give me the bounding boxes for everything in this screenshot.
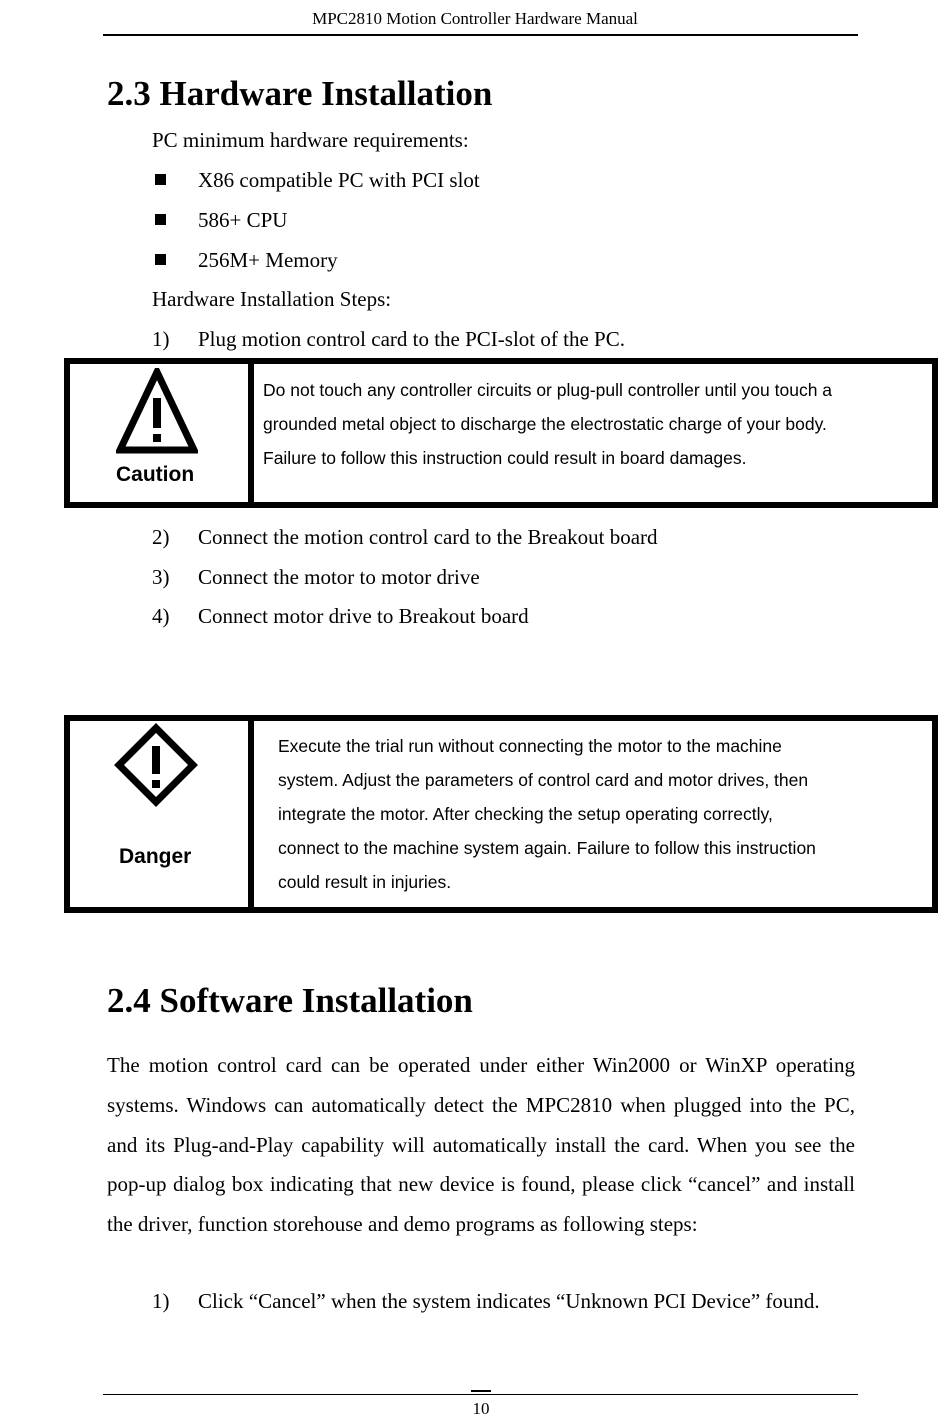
steps-intro: Hardware Installation Steps: <box>152 287 392 311</box>
caution-line: Failure to follow this instruction could result in board damages. <box>263 448 747 468</box>
danger-line: Execute the trial run without connecting the motor to the machine <box>278 736 782 756</box>
danger-line: could result in injuries. <box>278 872 452 892</box>
bullet-square-icon <box>155 254 166 265</box>
running-header: MPC2810 Motion Controller Hardware Manual <box>312 9 638 28</box>
section-heading-hardware: 2.3 Hardware Installation <box>107 74 493 113</box>
step-number: 1) <box>152 327 170 351</box>
page-number: 10 <box>472 1399 490 1418</box>
danger-line: system. Adjust the parameters of control card and motor drives, then <box>278 770 809 790</box>
danger-box-divider <box>248 715 254 913</box>
step-text: Connect motor drive to Breakout board <box>198 604 529 628</box>
caution-line: grounded metal object to discharge the electrostatic charge of your body. <box>263 414 827 434</box>
step-text: Connect the motor to motor drive <box>198 565 480 589</box>
danger-label: Danger <box>119 845 192 868</box>
caution-line: Do not touch any controller circuits or plug-pull controller until you touch a <box>263 380 833 400</box>
step-number: 3) <box>152 565 170 589</box>
warning-triangle-icon <box>116 368 198 454</box>
caution-box-divider <box>248 358 254 508</box>
caution-text <box>263 373 832 475</box>
requirement-item: 586+ CPU <box>198 208 288 232</box>
software-paragraph: The motion control card can be operated under either Win2000 or WinXP operating systems. Windows can automatically detect the MPC2810 when plugged into the PC, and its Plug-and-Play capability will automatically install the card. When you see the pop-up dialog box indicating that new device is found, please click “cancel” and install the driver, function storehouse and demo programs as following steps: <box>107 1053 855 1237</box>
footer-rule <box>103 1394 858 1395</box>
step-number: 2) <box>152 525 170 549</box>
danger-diamond-icon <box>113 722 199 808</box>
bullet-square-icon <box>155 174 166 185</box>
danger-line: connect to the machine system again. Failure to follow this instruction <box>278 838 816 858</box>
step-text: Connect the motion control card to the Breakout board <box>198 525 658 549</box>
danger-text <box>278 729 816 899</box>
caution-label: Caution <box>116 463 195 486</box>
step-number: 1) <box>152 1289 170 1313</box>
header-rule <box>103 34 858 36</box>
requirements-intro: PC minimum hardware requirements: <box>152 128 469 152</box>
step-text: Click “Cancel” when the system indicates “Unknown PCI Device” found. <box>198 1289 820 1313</box>
step-text: Plug motion control card to the PCI-slot of the PC. <box>198 327 625 351</box>
bullet-square-icon <box>155 214 166 225</box>
section-heading-software: 2.4 Software Installation <box>107 981 473 1020</box>
requirement-item: 256M+ Memory <box>198 248 338 272</box>
step-number: 4) <box>152 604 170 628</box>
danger-line: integrate the motor. After checking the setup operating correctly, <box>278 804 773 824</box>
requirement-item: X86 compatible PC with PCI slot <box>198 168 480 192</box>
page-number-bar <box>471 1390 491 1392</box>
